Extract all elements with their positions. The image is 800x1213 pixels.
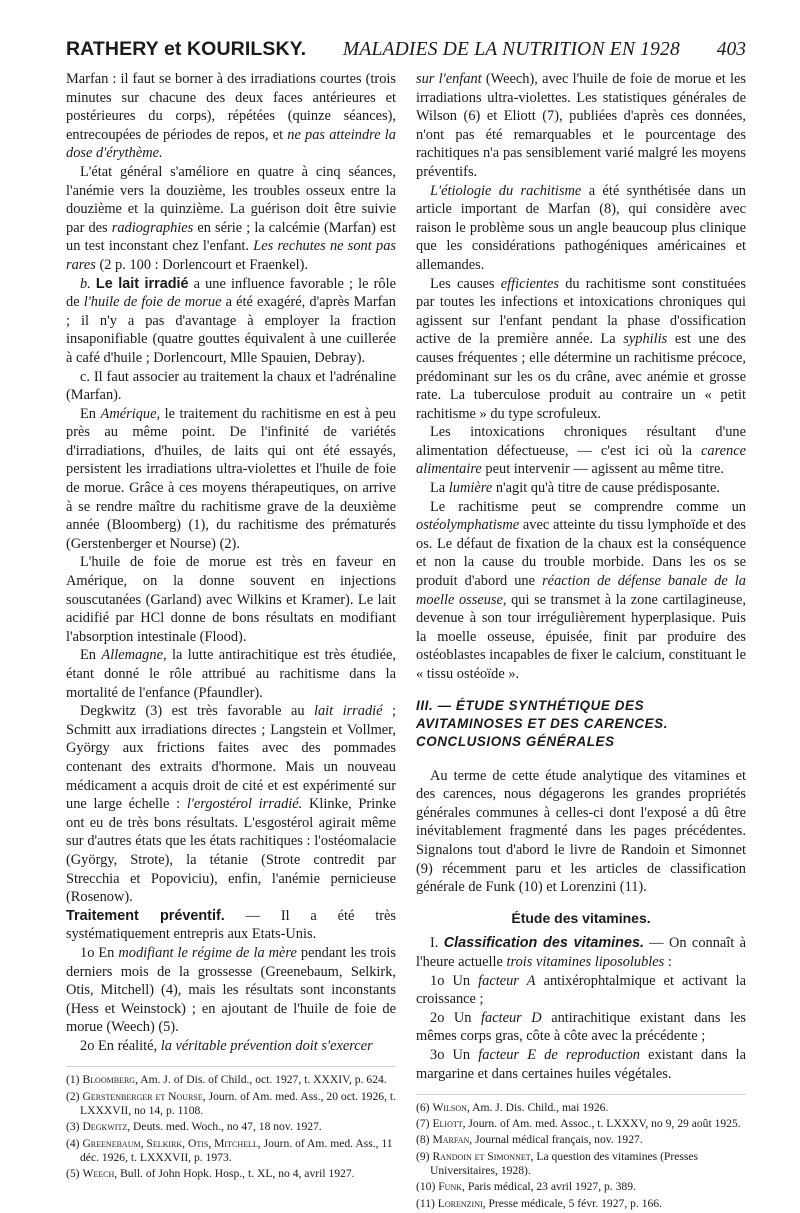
footnotes-right xyxy=(416,1094,746,1211)
page-number: 403 xyxy=(716,39,746,60)
paragraph: Les causes efficientes du rachitisme sont constituées par toutes les infections et intoxications chroniques qui agissent sur l'enfant pendant la phase d'ossification active de la première année. La syphilis est une des causes fréquentes ; elle détermine un rachitisme précoce, prédominant sur les os du crâne, avec anémie et grosse rate. La tuberculose produit au contraire un « petit rachitisme » du type scrofuleux. xyxy=(416,275,746,422)
footnote-rule xyxy=(66,1066,396,1067)
paragraph: b. Le lait irradié a une influence favorable ; le rôle de l'huile de foie de morue a été exagéré, d'après Marfan ; il n'y a pas d'avantage à employer la fraction insaponifiable (quatre gouttes équivalent à une cuillerée à café d'huile ; Dorlencourt, Mlle Spauien, Debray). xyxy=(66,275,397,366)
paragraph: 3o Un facteur E de reproduction existant dans la margarine et dans certaines huiles végétales. xyxy=(416,1046,746,1082)
header-authors: RATHERY et KOURILSKY. xyxy=(66,38,307,60)
paragraph: 1o Un facteur A antixérophtalmique et activant la croissance ; xyxy=(416,972,747,1008)
paragraph: sur l'enfant (Weech), avec l'huile de foie de morue et les irradiations ultra-violettes. Les statistiques générales de Wilson (6) et Eliott (7), publiées d'après ces données, n'ont pas été remarquables et le pourcentage des rachitiques n'a pas sensiblement varié malgré les moyens préventifs. xyxy=(416,71,746,180)
paragraph: L'état général s'améliore en quatre à cinq séances, l'anémie vers la douzième, les troubles osseux entre la douzième et la quinzième. La guérison doit être suivie par des radiographies en série ; la calcémie (Marfan) est un test inconstant chez l'enfant. Les rechutes ne sont pas rares (2 p. 100 : Dorlencourt et Fraenkel). xyxy=(66,163,396,273)
subsection-heading: Étude des vitamines. xyxy=(511,909,651,926)
paragraph: La lumière n'agit qu'à titre de cause prédisposante. xyxy=(430,480,721,497)
paragraph: L'étiologie du rachitisme a été synthétisée dans un article important de Marfan (8), qui considère avec raison le problème sous un angle beaucoup plus clinique que les considérations pathogéniques américaines et allemandes. xyxy=(416,182,747,273)
paragraph: Degkwitz (3) est très favorable au lait irradié ; Schmitt aux irradiations directes ; Langstein et Vollmer, György aux frictions faites avec des pommades contenant des extraits d'hormone. Mais un nouveau médicament a acquis droit de cité et est expérimenté sur une large échelle : l'ergostérol irradié. Klinke, Prinke ont eu de très bons résultats. L'esgostérol agirait même sur d'autres états que les états rachitiques : l'ostéomalacie (György, Strote), la tétanie (Strote contredit par Strecchia et Popoviciu), enfin, l'anémie pernicieuse (Rosenow). xyxy=(66,703,396,906)
page xyxy=(66,38,746,1213)
paragraph: Le rachitisme peut se comprendre comme un ostéolymphatisme avec atteinte du tissu lymphoïde et des os. Le défaut de fixation de la chaux est la conséquence et non la cause du trouble morbide. Dans les os se produit d'abord une réaction de défense banale de la moelle osseuse, qui se transmet à la zone cartilagineuse, devenue à son tour irrégulièrement hyperplasique. Puis la moelle osseuse, épuisée, finit par produire des ostéoblastes incapables de fixer le calcium, constituant le « tissu ostéoïde ». xyxy=(416,498,746,682)
footnote: (11) Lorenzini, Presse médicale, 5 févr. 1927, p. 166. xyxy=(416,1196,662,1210)
footnote: (9) Randoin et Simonnet, La question des vitamines (Presses Universitaires, 1928). xyxy=(416,1149,699,1178)
right-column xyxy=(416,70,746,1213)
paragraph: 2o Un facteur D antirachitique existant dans les mêmes corps gras, côte à côte avec la précédente ; xyxy=(416,1009,746,1045)
paragraph: En Allemagne, la lutte antirachitique est très étudiée, étant donné le rôle attribué au rachitisme dans la mortalité de l'enfance (Pfaundler). xyxy=(66,647,396,701)
footnote: (3) Degkwitz, Deuts. med. Woch., no 47, 18 nov. 1927. xyxy=(66,1120,322,1134)
footnote-rule xyxy=(416,1094,746,1095)
section-heading: III. — ÉTUDE SYNTHÉTIQUE DES AVITAMINOSES ET DES CARENCES. CONCLUSIONS GÉNÉRALES xyxy=(416,697,669,749)
footnotes-left xyxy=(66,1066,396,1182)
paragraph: Traitement préventif. — Il a été très systématiquement entrepris aux Etats-Unis. xyxy=(66,907,397,943)
footnote: (4) Greenebaum, Selkirk, Otis, Mitchell, Journ. of Am. med. Ass., 11 déc. 1926, t. LXXXVII, p. 1973. xyxy=(66,1136,393,1165)
footnote: (5) Weech, Bull. of John Hopk. Hosp., t. XL, no 4, avril 1927. xyxy=(66,1167,355,1181)
footnote: (7) Eliott, Journ. of Am. med. Assoc., t. LXXXV, no 9, 29 août 1925. xyxy=(416,1117,741,1131)
paragraph: 2o En réalité, la véritable prévention doit s'exercer xyxy=(80,1037,373,1054)
paragraph: L'huile de foie de morue est très en faveur en Amérique, on la donne souvent en injections souscutanées (Garland) avec Wilkins et Kramer). Le lait acidifié par HCl donne de bons résultats en modifiant l'absorption intestinale (Flood). xyxy=(66,554,396,645)
paragraph: I. Classification des vitamines. — On connaît à l'heure actuelle trois vitamines liposolubles : xyxy=(416,935,747,970)
running-header xyxy=(66,38,746,61)
left-column xyxy=(66,70,396,1213)
footnote: (1) Bloomberg, Am. J. of Dis. of Child., oct. 1927, t. XXXIV, p. 624. xyxy=(66,1073,387,1087)
paragraph: Les intoxications chroniques résultant d'une alimentation défectueuse, — c'est ici où la carence alimentaire peut intervenir — agissent au même titre. xyxy=(416,424,746,478)
paragraph: Au terme de cette étude analytique des vitamines et des carences, nous dégagerons les grandes propriétés générales communes à celles-ci dont l'exposé a dû être inévitablement fragmenté dans les pages précédentes. Signalons tout d'abord le livre de Randoin et Simonnet (9) récemment paru et les articles de classification générale de Funk (10) et Lorenzini (11). xyxy=(416,767,746,896)
footnote: (2) Gerstenberger et Nourse, Journ. of Am. med. Ass., 20 oct. 1926, t. LXXXVII, no 14, p. 1108. xyxy=(66,1089,396,1118)
paragraph: Marfan : il faut se borner à des irradiations courtes (trois minutes sur chacune des deux faces antérieures et postérieures du corps), répétées (quinze séances), entrecoupées de périodes de repos, et ne pas atteindre la dose d'érythème. xyxy=(66,71,396,162)
paragraph: En Amérique, le traitement du rachitisme en est à peu près au même point. De l'infinité de variétés d'irradiations, d'huiles, de laits qui ont été essayés, persistent les irradiations ultra-violettes et l'huile de foie de morue. Grâce à ces moyens thérapeutiques, on arrive à se rendre maître du rachitisme grave de la deuxième année (Bloomberg) (1), du rachitisme des prématurés (Gerstenberger et Nourse) (2). xyxy=(66,405,396,552)
paragraph: c. Il faut associer au traitement la chaux et l'adrénaline (Marfan). xyxy=(66,368,396,404)
footnote: (8) Marfan, Journal médical français, nov. 1927. xyxy=(416,1133,643,1147)
footnote: (6) Wilson, Am. J. Dis. Child., mai 1926. xyxy=(416,1101,609,1115)
footnote: (10) Funk, Paris médical, 23 avril 1927, p. 389. xyxy=(416,1180,636,1194)
header-title: MALADIES DE LA NUTRITION EN 1928 xyxy=(342,39,680,60)
paragraph: 1o En modifiant le régime de la mère pendant les trois derniers mois de la grossesse (Greenebaum, Selkirk, Otis, Mitchell) (4), mais les résultats sont inconstants (Hess et Weinstock) ; en ajoutant de l'huile de foie de morue (Weech) (5). xyxy=(66,944,396,1036)
two-column-body xyxy=(66,70,746,1213)
